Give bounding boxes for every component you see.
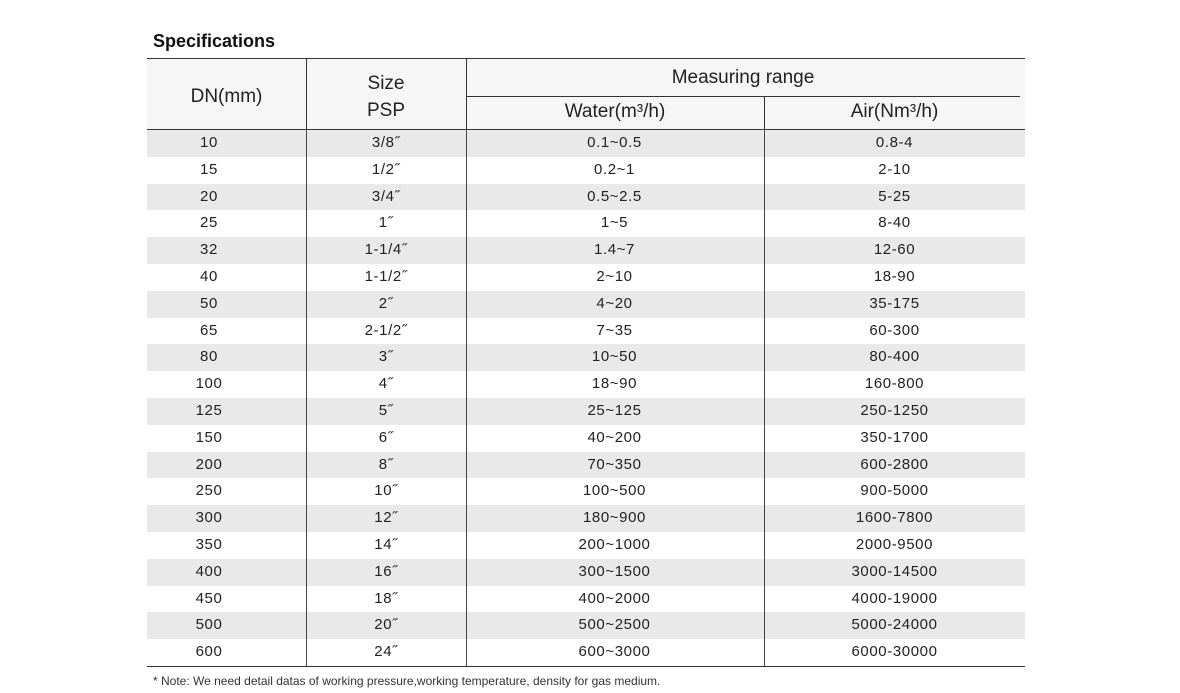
cell-size: 1/2˝	[371, 160, 401, 178]
cell-air: 250-1250	[860, 401, 929, 419]
cell-dn: 25	[200, 214, 218, 232]
cell-air: 0.8-4	[875, 134, 914, 151]
cell-air: 3000-14500	[851, 562, 938, 580]
table-row	[147, 532, 1025, 559]
cell-size: 2˝	[378, 294, 394, 312]
cell-air: 4000-19000	[851, 589, 938, 607]
cell-water: 300~1500	[578, 562, 651, 580]
header-air: Air(Nm³/h)	[850, 101, 939, 122]
table-body	[147, 130, 1025, 667]
cell-dn: 20	[200, 187, 218, 205]
cell-air: 12-60	[873, 241, 916, 259]
table-row	[147, 344, 1025, 371]
cell-air: 160-800	[864, 375, 925, 393]
table-row	[147, 371, 1025, 398]
cell-size: 16˝	[374, 562, 398, 580]
table-row	[147, 130, 1025, 157]
table-row	[147, 264, 1025, 291]
header-water: Water(m³/h)	[564, 101, 666, 122]
table-header	[147, 58, 1025, 130]
column-divider	[466, 130, 467, 666]
cell-size: 14˝	[374, 535, 398, 553]
cell-dn: 400	[195, 562, 223, 580]
cell-size: 6˝	[378, 428, 394, 446]
cell-dn: 450	[195, 589, 223, 607]
cell-size: 5˝	[378, 401, 394, 419]
cell-size: 1-1/2˝	[364, 267, 408, 285]
cell-air: 350-1700	[860, 428, 929, 446]
table-row	[147, 398, 1025, 425]
cell-dn: 500	[195, 616, 223, 634]
header-size: Size	[367, 73, 405, 94]
header-psp: PSP	[366, 100, 406, 121]
specifications-table	[147, 58, 1025, 667]
cell-size: 24˝	[374, 643, 398, 661]
cell-water: 1~5	[600, 214, 629, 232]
cell-air: 6000-30000	[851, 643, 938, 661]
cell-dn: 100	[195, 375, 223, 393]
cell-dn: 200	[195, 455, 223, 473]
cell-water: 100~500	[582, 482, 646, 500]
cell-water: 400~2000	[578, 589, 651, 607]
cell-dn: 125	[195, 401, 223, 419]
cell-water: 2~10	[596, 267, 633, 285]
table-row	[147, 318, 1025, 345]
cell-air: 1600-7800	[855, 509, 934, 527]
cell-dn: 40	[200, 267, 218, 285]
cell-air: 600-2800	[860, 455, 929, 473]
cell-size: 18˝	[374, 589, 398, 607]
cell-dn: 300	[195, 509, 223, 527]
header-divider	[466, 96, 1020, 97]
cell-dn: 50	[200, 294, 218, 312]
table-row	[147, 612, 1025, 639]
cell-air: 8-40	[878, 214, 911, 232]
cell-size: 2-1/2˝	[364, 321, 408, 339]
table-row	[147, 478, 1025, 505]
cell-water: 40~200	[587, 428, 642, 446]
cell-water: 600~3000	[578, 643, 651, 661]
cell-dn: 350	[195, 535, 223, 553]
column-divider	[306, 130, 307, 666]
table-row	[147, 505, 1025, 532]
cell-air: 2-10	[878, 160, 911, 178]
cell-water: 7~35	[596, 321, 633, 339]
cell-dn: 150	[195, 428, 223, 446]
cell-water: 4~20	[596, 294, 633, 312]
footnote: * Note: We need detail datas of working pressure,working temperature, density for gas medium.	[153, 674, 661, 688]
cell-water: 0.5~2.5	[587, 187, 642, 205]
cell-water: 70~350	[587, 455, 642, 473]
cell-size: 10˝	[374, 482, 398, 500]
table-row	[147, 157, 1025, 184]
cell-air: 18-90	[873, 267, 916, 285]
cell-air: 5000-24000	[851, 616, 938, 634]
cell-water: 0.1~0.5	[587, 134, 642, 151]
cell-size: 3/8˝	[371, 134, 401, 151]
cell-water: 500~2500	[578, 616, 651, 634]
cell-size: 12˝	[374, 509, 398, 527]
table-row	[147, 210, 1025, 237]
table-row	[147, 184, 1025, 211]
table-row	[147, 639, 1025, 666]
cell-air: 5-25	[878, 187, 911, 205]
cell-dn: 65	[200, 321, 218, 339]
table-row	[147, 291, 1025, 318]
cell-water: 0.2~1	[594, 160, 635, 178]
cell-size: 3˝	[378, 348, 394, 366]
cell-water: 10~50	[591, 348, 638, 366]
cell-dn: 15	[200, 160, 218, 178]
column-divider	[764, 130, 765, 666]
cell-air: 2000-9500	[855, 535, 934, 553]
table-row	[147, 586, 1025, 613]
cell-air: 35-175	[869, 294, 920, 312]
table-row	[147, 237, 1025, 264]
header-measuring-range: Measuring range	[671, 67, 815, 88]
cell-size: 20˝	[374, 616, 398, 634]
cell-size: 3/4˝	[371, 187, 401, 205]
cell-dn: 250	[195, 482, 223, 500]
cell-water: 25~125	[587, 401, 642, 419]
cell-dn: 600	[195, 643, 223, 661]
cell-air: 900-5000	[860, 482, 929, 500]
cell-water: 180~900	[582, 509, 646, 527]
table-row	[147, 452, 1025, 479]
cell-size: 1˝	[378, 214, 394, 232]
cell-air: 60-300	[869, 321, 920, 339]
cell-dn: 10	[200, 134, 218, 151]
cell-dn: 80	[200, 348, 218, 366]
table-row	[147, 425, 1025, 452]
cell-dn: 32	[200, 241, 218, 259]
cell-size: 8˝	[378, 455, 394, 473]
cell-water: 1.4~7	[594, 241, 635, 259]
cell-air: 80-400	[869, 348, 920, 366]
cell-water: 18~90	[591, 375, 638, 393]
cell-size: 1-1/4˝	[364, 241, 408, 259]
cell-water: 200~1000	[578, 535, 651, 553]
page-title: Specifications	[153, 31, 276, 51]
cell-size: 4˝	[378, 375, 394, 393]
table-row	[147, 559, 1025, 586]
header-dn: DN(mm)	[190, 86, 263, 107]
